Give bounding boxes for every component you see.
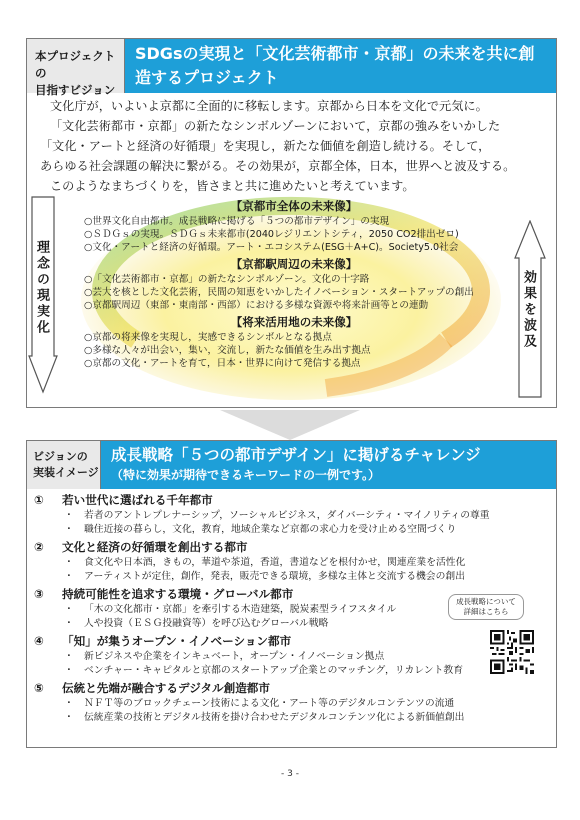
strategy-item [34, 697, 554, 711]
strategy-item [34, 650, 554, 664]
page-number: - 3 - [281, 769, 299, 779]
strategy-number: ③ [34, 587, 44, 601]
future-item: ○京都の将来像を実現し，実感できるシンボルとなる拠点 [84, 332, 332, 343]
strategy-item-text: ベンチャー・キャピタルと京都のスタートアップ企業とのマッチング，リカレント教育 [84, 664, 463, 676]
intro-line: このようなまちづくりを，皆さまと共に進めたいと考えています。 [50, 179, 415, 193]
strategy-item [34, 711, 554, 725]
strategy-item [34, 509, 554, 523]
intro-line: 「文化芸術都市・京都」の新たなシンボルゾーンにおいて，京都の強みをいかした [50, 119, 501, 133]
implementation-subtitle: （特に効果が期待できるキーワードの一例です。） [111, 468, 381, 482]
intro-line: あらゆる社会課題の解決に繋がる。その効果が，京都全体，日本，世界へと波及する。 [40, 159, 516, 173]
strategy-item-text: ＮＦＴ等のブロックチェーン技術による文化・アート等のデジタルコンテンツの流通 [84, 698, 455, 709]
future-item: ○ＳＤＧｓの実現。ＳＤＧｓ未来都市(2040レジリエントシティ，2050 CO2排出ゼロ) [84, 229, 459, 240]
future-item: ○「文化芸術都市・京都」の新たなシンボルゾーン。文化の十字路 [84, 274, 370, 285]
strategy-title-text: 文化と経済の好循環を創出する都市 [62, 540, 248, 554]
strategy-item-text: 若者のアントレプレナーシップ，ソーシャルビジネス，ダイバーシティ・マイノリティの尊重 [84, 510, 490, 521]
strategy-item-text: 「木の文化都市・京都」を牽引する木造建築，脱炭素型ライフスタイル [84, 604, 397, 615]
strategy-number: ① [34, 493, 44, 507]
vision-tag: 本プロジェクトの 目指すビジョン [27, 39, 125, 93]
future-heading: 【将来活用地の未来像】 [230, 315, 358, 329]
qr-code-icon[interactable] [490, 630, 534, 674]
future-item: ○世界文化自由都市。成長戦略に掲げる「５つの都市デザイン」の実現 [84, 216, 390, 227]
future-item: ○京都駅周辺（東部・東南部・西部）における多様な資源や将来計画等との連動 [84, 300, 429, 311]
strategy-item [34, 556, 554, 570]
spread-label: 効果を波及 [521, 270, 536, 350]
strategy-item-text: アーティストが定住，創作，発表，販売できる環境，多様な主体と交流する機会の創出 [84, 570, 465, 582]
strategy-title [34, 492, 554, 509]
bullet: ・ [64, 570, 74, 582]
future-item: ○多様な人々が出会い，集い，交流し，新たな価値を生み出す拠点 [84, 345, 371, 356]
future-heading: 【京都市全体の未来像】 [230, 199, 358, 213]
vision-title: SDGsの実現と「文化芸術都市・京都」の未来を共に創造するプロジェクト [125, 39, 556, 93]
bullet: ・ [64, 557, 74, 568]
vision-intro [40, 96, 550, 196]
strategy-title-text: 「知」が集うオープン・イノベーション都市 [62, 634, 292, 648]
strategy-title-text: 持続可能性を追求する環境・グローバル都市 [62, 587, 294, 601]
future-item: ○文化・アートと経済の好循環。アート・エコシステム(ESG＋A+C)。Society5.0社会 [84, 242, 459, 253]
strategy-number: ④ [34, 634, 44, 648]
strategy-number: ⑤ [34, 681, 44, 695]
strategy-item-text: 職住近接の暮らし，文化，教育，地域企業など京都の求心力を受け止める空間づくり [84, 523, 457, 535]
bullet: ・ [64, 711, 74, 723]
bullet: ・ [64, 510, 74, 521]
bullet: ・ [64, 523, 74, 535]
strategy-item-text: 伝統産業の技術とデジタル技術を掛け合わせたデジタルコンテンツ化による新価値創出 [84, 711, 465, 723]
strategy-number: ② [34, 540, 44, 554]
future-item: ○京都の文化・アートを育て，日本・世界に向けて発信する拠点 [84, 358, 361, 369]
strategy-title-text: 若い世代に選ばれる千年都市 [62, 493, 213, 507]
strategy-item [34, 523, 554, 537]
strategy-item [34, 664, 554, 678]
bullet: ・ [64, 604, 74, 615]
future-heading: 【京都駅周辺の未来像】 [230, 257, 358, 271]
intro-line: 文化庁が，いよいよ京都に全面的に移転します。京都から日本を文化で元気に。 [50, 99, 488, 113]
intro-line: 「文化・アートと経済の好循環」を実現し，新たな価値を創造し続ける。そして， [40, 139, 491, 153]
strategy-title [34, 680, 554, 697]
strategy-item-text: 食文化や日本酒，きもの，華道や茶道，香道，書道などを根付かせ，関連産業を活性化 [84, 557, 466, 568]
bullet: ・ [64, 698, 74, 709]
implementation-title: 成長戦略「５つの都市デザイン」に掲げるチャレンジ [111, 446, 481, 464]
strategy-group [34, 539, 554, 583]
strategy-group [34, 680, 554, 724]
bullet: ・ [64, 651, 74, 662]
implementation-header [101, 441, 556, 489]
strategy-group [34, 492, 554, 536]
section-connector-arrow [220, 410, 360, 440]
realize-label: 理念の現実化 [34, 240, 49, 336]
strategy-title [34, 633, 554, 650]
future-visions [84, 200, 504, 370]
strategy-title [34, 539, 554, 556]
strategy-item [34, 570, 554, 584]
bullet: ・ [64, 664, 74, 676]
strategy-item-text: 人や投資（ＥＳＧ投融資等）を呼び込むグローバル戦略 [84, 617, 329, 629]
qr-callout: 成長戦略について 詳細はこちら [448, 594, 524, 620]
strategy-title-text: 伝統と先端が融合するデジタル創造都市 [62, 681, 270, 695]
strategy-group [34, 633, 554, 677]
strategy-item-text: 新ビジネスや企業をインキュベート，オープン・イノベーション拠点 [84, 651, 385, 662]
implementation-tag: ビジョンの 実装イメージ [27, 441, 101, 489]
bullet: ・ [64, 617, 74, 629]
future-item: ○芸大を核とした文化芸術，民間の知恵をいかしたイノベーション・スタートアップの創出 [84, 287, 474, 298]
